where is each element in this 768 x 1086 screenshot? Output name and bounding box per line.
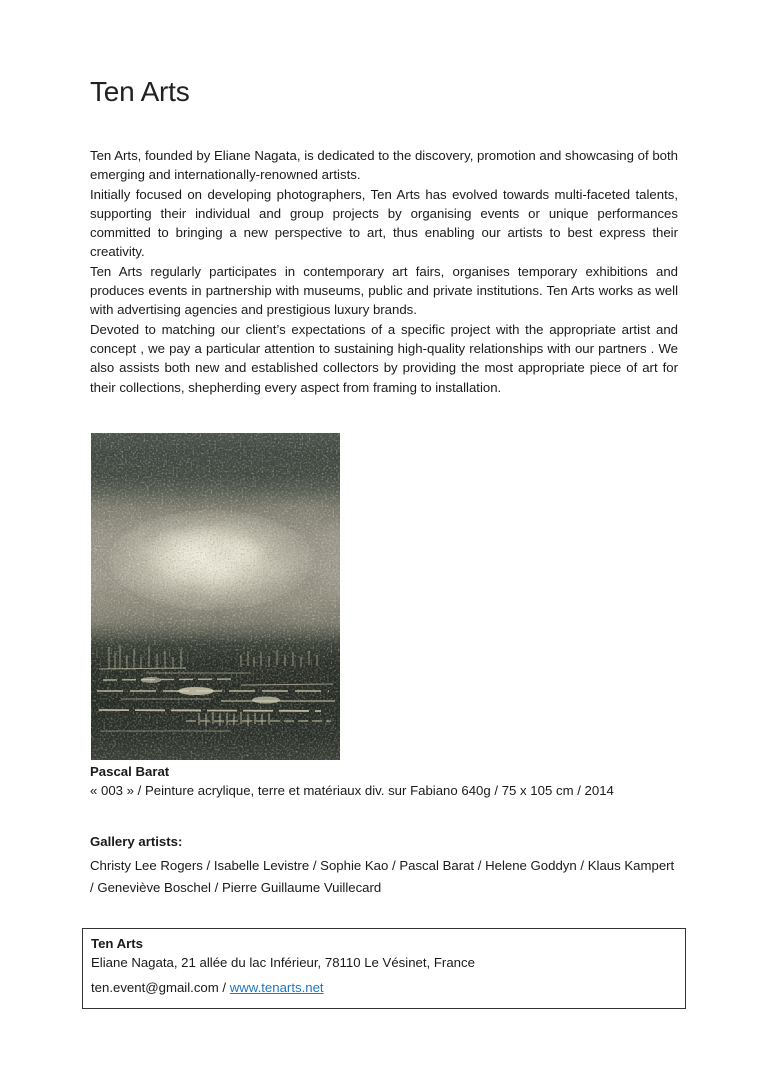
gallery-artists-heading: Gallery artists: <box>90 834 183 849</box>
contact-box <box>82 928 686 1009</box>
contact-email-line <box>91 979 677 998</box>
body-paragraph: Initially focused on developing photographers, Ten Arts has evolved towards multi-faceted talents, supporting their individual and group projects by organising events or unique performances committed to bringing a new perspective to art, thus enabling our artists to best express their creativity. <box>90 186 678 260</box>
artwork-image <box>91 433 340 760</box>
page-title: Ten Arts <box>90 76 190 107</box>
body-paragraph: Ten Arts regularly participates in contemporary art fairs, organises temporary exhibitions and produces events in partnership with museums, public and private institutions. Ten Arts works as well with advertising agencies and prestigious luxury brands. <box>90 263 678 318</box>
artwork-artist-name: Pascal Barat <box>90 764 170 779</box>
contact-separator: / <box>218 980 230 995</box>
contact-address: Eliane Nagata, 21 allée du lac Inférieur, 78110 Le Vésinet, France <box>91 954 475 970</box>
intro-text-block <box>90 146 678 397</box>
website-link[interactable]: www.tenarts.net <box>229 980 324 995</box>
contact-email: ten.event@gmail.com <box>91 980 219 995</box>
gallery-artists-list: Christy Lee Rogers / Isabelle Levistre / Sophie Kao / Pascal Barat / Helene Goddyn / Klaus Kampert / Geneviève Boschel / Pierre Guillaume Vuillecard <box>90 858 675 895</box>
body-paragraph: Ten Arts, founded by Eliane Nagata, is dedicated to the discovery, promotion and showcasing of both emerging and internationally-renowned artists. <box>90 148 678 183</box>
contact-name: Ten Arts <box>91 936 144 951</box>
body-paragraph: Devoted to matching our client’s expectations of a specific project with the appropriate artist and concept , we pay a particular attention to sustaining high-quality relationships with our partners . We also assists both new and established collectors by providing the most appropriate piece of art for their collections, shepherding every aspect from framing to installation. <box>90 321 678 395</box>
artwork-caption: « 003 » / Peinture acrylique, terre et matériaux div. sur Fabiano 640g / 75 x 105 cm / 2014 <box>90 783 614 798</box>
